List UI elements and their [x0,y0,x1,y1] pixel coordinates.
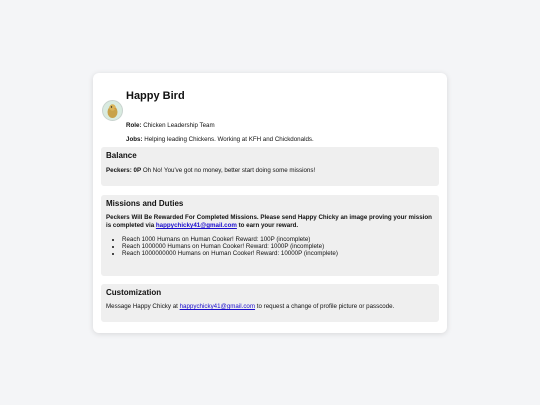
balance-title: Balance [106,151,137,160]
missions-email-link[interactable]: happychicky41@gmail.com [155,222,237,229]
customization-suffix: to request a change of profile picture or passcode. [255,303,395,310]
jobs-label: Jobs: [126,136,143,143]
customization-section [101,284,439,322]
avatar [102,100,123,121]
mission-item: • Reach 1000 Humans on Human Cooker! Reward: 100P (incomplete) [122,236,434,243]
balance-label: Peckers: 0P [106,167,142,174]
balance-text [106,167,434,175]
profile-header [102,85,439,151]
missions-intro [106,214,434,230]
mission-item: • Reach 1000000 Humans on Human Cooker! Reward: 1000P (incomplete) [122,243,434,250]
customization-text [106,303,434,311]
profile-card [93,73,447,333]
profile-name: Happy Bird [126,90,185,102]
missions-title: Missions and Duties [106,199,184,208]
missions-section [101,195,439,276]
bird-avatar-icon [103,101,122,120]
profile-role [126,122,215,129]
role-value: Chicken Leadership Team [143,122,215,129]
role-label: Role: [126,122,142,129]
customization-title: Customization [106,288,162,297]
missions-list [106,236,434,258]
balance-message: Oh No! You've got no money, better start doing some missions! [142,167,316,174]
customization-prefix: Message Happy Chicky at [106,303,180,310]
mission-item: • Reach 1000000000 Humans on Human Cooker! Reward: 10000P (incomplete) [122,250,434,257]
balance-section [101,147,439,186]
customization-email-link[interactable]: happychicky41@gmail.com [179,303,256,310]
profile-jobs [126,136,314,143]
jobs-value: Helping leading Chickens. Working at KFH and Chickdonalds. [144,136,314,143]
missions-intro-suffix: to earn your reward. [236,222,299,229]
missions-intro-prefix: Peckers Will Be Rewarded For Completed Missions. Please send Happy Chicky an image proving your mission is completed via [106,214,432,229]
